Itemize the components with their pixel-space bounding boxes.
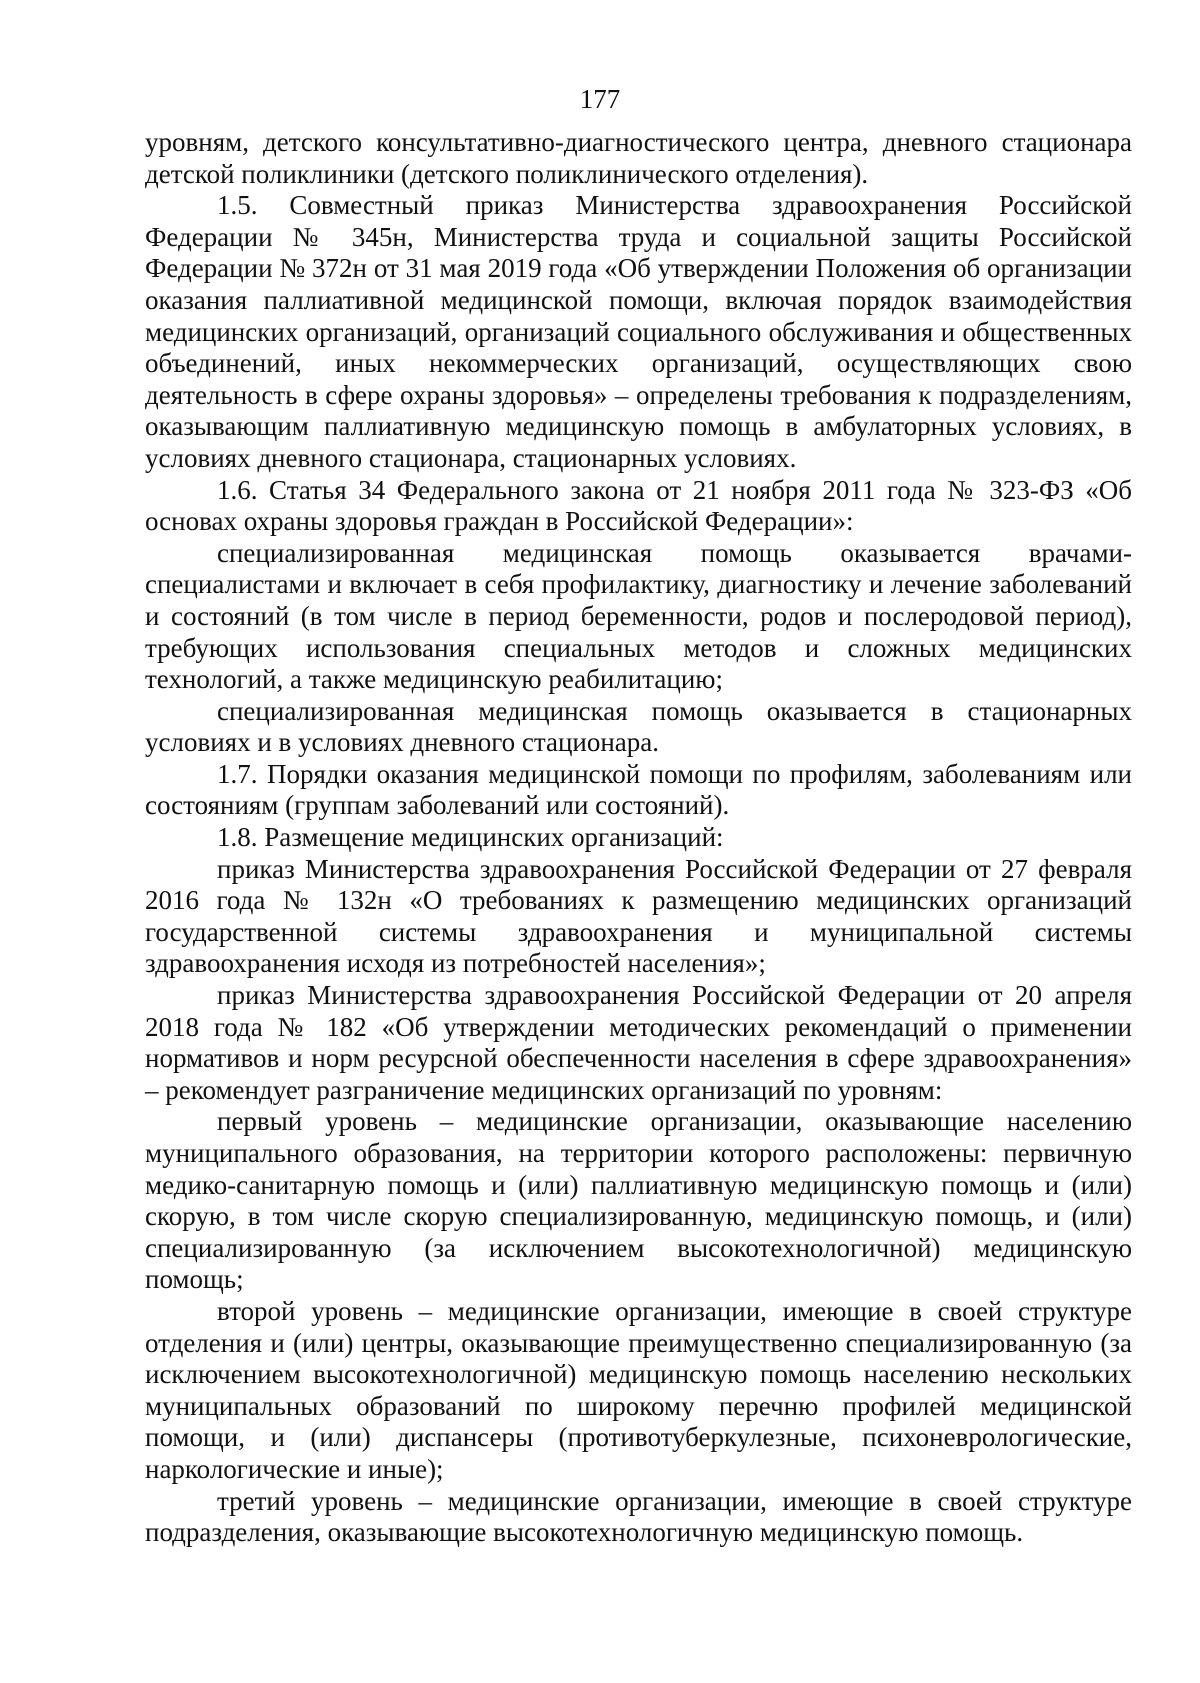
paragraph-specialized-care-conditions: специализированная медицинская помощь оказывается в стационарных условиях и в условиях дневного стационара. bbox=[145, 695, 1132, 758]
paragraph-continuation: уровням, детского консультативно-диагностического центра, дневного стационара детской поликлиники (детского поликлинического отделения). bbox=[145, 127, 1132, 189]
paragraph-third-level: третий уровень – медицинские организации, имеющие в своей структуре подразделения, оказывающие высокотехнологичную медицинскую помощь. bbox=[145, 1485, 1132, 1548]
paragraph-second-level: второй уровень – медицинские организации, имеющие в своей структуре отделения и (или) центры, оказывающие преимущественно специализированную (за исключением высокотехнологичной) медицинскую помощь населению нескольких муниципальных образований по широкому перечню профилей медицинской помощи, и (или) диспансеры (противотуберкулезные, психоневрологические, наркологические и иные); bbox=[145, 1295, 1132, 1484]
paragraph-first-level: первый уровень – медицинские организации, оказывающие населению муниципального образования, на территории которого расположены: первичную медико-санитарную помощь и (или) паллиативную медицинскую помощь и (или) скорую, в том числе скорую специализированную, медицинскую помощь, и (или) специализированную (за исключением высокотехнологичной) медицинскую помощь; bbox=[145, 1106, 1132, 1295]
document-body bbox=[145, 127, 1132, 1549]
paragraph-order-132n: приказ Министерства здравоохранения Российской Федерации от 27 февраля 2016 года № 132н «О требованиях к размещению медицинских организаций государственной системы здравоохранения и муниципальной системы здравоохранения исходя из потребностей населения»; bbox=[145, 853, 1132, 979]
paragraph-1-8: 1.8. Размещение медицинских организаций: bbox=[217, 822, 724, 853]
paragraph-1-6: 1.6. Статья 34 Федерального закона от 21 ноября 2011 года № 323-ФЗ «Об основах охраны здоровья граждан в Российской Федерации»: bbox=[145, 474, 1132, 537]
paragraph-1-7: 1.7. Порядки оказания медицинской помощи по профилям, заболеваниям или состояниям (группам заболеваний или состояний). bbox=[145, 758, 1132, 821]
paragraph-specialized-care: специализированная медицинская помощь оказывается врачами-специалистами и включает в себя профилактику, диагностику и лечение заболеваний и состояний (в том числе в период беременности, родов и послеродовой период), требующих использования специальных методов и сложных медицинских технологий, а также медицинскую реабилитацию; bbox=[145, 537, 1132, 695]
page-number: 177 bbox=[579, 84, 621, 114]
paragraph-order-182: приказ Министерства здравоохранения Российской Федерации от 20 апреля 2018 года № 182 «Об утверждении методических рекомендаций о применении нормативов и норм ресурсной обеспеченности населения в сфере здравоохранения» – рекомендует разграничение медицинских организаций по уровням: bbox=[145, 980, 1132, 1105]
paragraph-1-5: 1.5. Совместный приказ Министерства здравоохранения Российской Федерации № 345н, Министерства труда и социальной защиты Российской Федерации № 372н от 31 мая 2019 года «Об утверждении Положения об организации оказания паллиативной медицинской помощи, включая порядок взаимодействия медицинских организаций, организаций социального обслуживания и общественных объединений, иных некоммерческих организаций, осуществляющих свою деятельность в сфере охраны здоровья» – определены требования к подразделениям, оказывающим паллиативную медицинскую помощь в амбулаторных условиях, в условиях дневного стационара, стационарных условиях. bbox=[145, 190, 1132, 473]
